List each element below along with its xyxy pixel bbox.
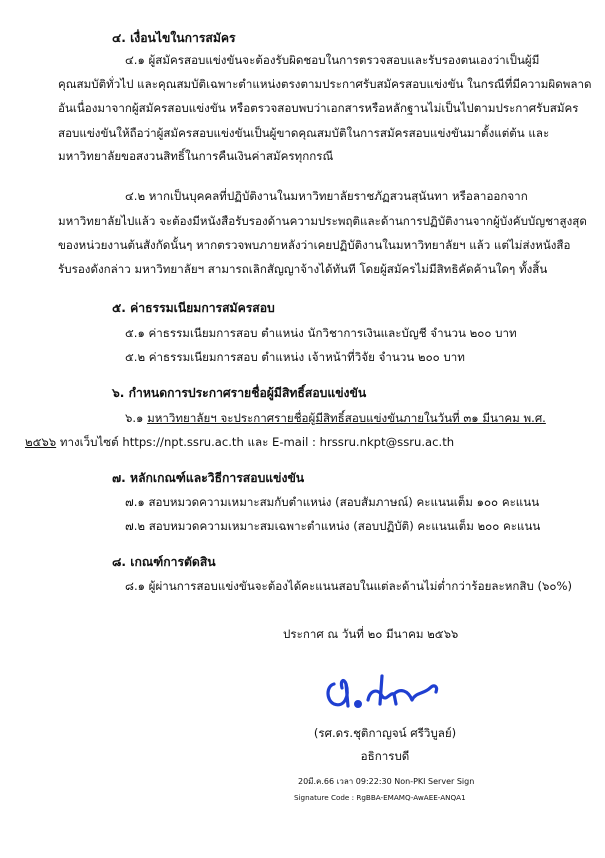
signer-position: อธิการบดี [360, 749, 410, 763]
section-4-heading: ๔. เงื่อนไขในการสมัคร [112, 31, 236, 45]
announcement-date: ประกาศ ณ วันที่ ๒๐ มีนาคม ๒๕๖๖ [283, 627, 459, 641]
signer-name: (รศ.ดร.ชุติกาญจน์ ศรีวิบูลย์) [313, 726, 457, 740]
announcement-date-text: มหาวิทยาลัยฯ จะประกาศรายชื่อผู้มีสิทธิ์สอบแข่งขันภายในวันที่ ๓๑ มีนาคม พ.ศ. [147, 411, 546, 425]
para-4-1-line: สอบแข่งขันให้ถือว่าผู้สมัครสอบแข่งขันเป็นผู้ขาดคุณสมบัติในการสมัครสอบแข่งขันมาตั้งแต่ต้น และ [58, 126, 550, 140]
announcement-date-line [125, 410, 546, 426]
handwritten-signature [320, 670, 450, 716]
fee-item: ๕.๒ ค่าธรรมเนียมการสอบ ตำแหน่ง เจ้าหน้าที่วิจัย จำนวน ๒๐๐ บาท [125, 350, 465, 364]
para-4-1-line: อันเนื่องมาจากผู้สมัครสอบแข่งขัน หรือตรวจสอบพบว่าเอกสารหรือหลักฐานไม่เป็นไปตามประกาศรับสมัคร [58, 101, 579, 115]
e-sign-timestamp: 20มี.ค.66 เวลา 09:22:30 Non-PKI Server Sign [298, 777, 475, 786]
announcement-channels-line [25, 434, 454, 450]
announcement-year: ๒๕๖๖ [25, 435, 57, 449]
para-4-1-line: ๔.๑ ผู้สมัครสอบแข่งขันจะต้องรับผิดชอบในการตรวจสอบและรับรองตนเองว่าเป็นผู้มี [125, 53, 540, 67]
item-number: ๖.๑ [125, 411, 148, 425]
para-4-2-line: ๔.๒ หากเป็นบุคคลที่ปฏิบัติงานในมหาวิทยาลัยราชภัฏสวนสุนันทา หรือลาออกจาก [125, 189, 528, 203]
section-5-heading: ๕. ค่าธรรมเนียมการสมัครสอบ [112, 301, 275, 315]
exam-criteria-item: ๗.๑ สอบหมวดความเหมาะสมกับตำแหน่ง (สอบสัมภาษณ์) คะแนนเต็ม ๑๐๐ คะแนน [125, 495, 540, 509]
exam-criteria-item: ๗.๒ สอบหมวดความเหมาะสมเฉพาะตำแหน่ง (สอบปฏิบัติ) คะแนนเต็ม ๒๐๐ คะแนน [125, 519, 541, 533]
announcement-channels: ทางเว็บไซต์ https://npt.ssru.ac.th และ E-mail : hrssru.nkpt@ssru.ac.th [56, 435, 455, 449]
section-7-heading: ๗. หลักเกณฑ์และวิธีการสอบแข่งขัน [112, 471, 305, 485]
para-4-2-line: ของหน่วยงานต้นสังกัดนั้นๆ หากตรวจพบภายหลังว่าเคยปฏิบัติงานในมหาวิทยาลัยฯ แล้ว แต่ไม่ส่งหนังสือ [58, 238, 571, 252]
para-4-2-line: รับรองดังกล่าว มหาวิทยาลัยฯ สามารถเลิกสัญญาจ้างได้ทันที โดยผู้สมัครไม่มีสิทธิคัดค้านใดๆ ทั้งสิ้น [58, 262, 548, 276]
judging-criteria-item: ๘.๑ ผู้ผ่านการสอบแข่งขันจะต้องได้คะแนนสอบในแต่ละด้านไม่ต่ำกว่าร้อยละหกสิบ (๖๐%) [125, 579, 573, 593]
e-sign-code: Signature Code : RgBBA-EMAMQ-AwAEE-ANQA1 [294, 793, 466, 802]
para-4-2-line: มหาวิทยาลัยไปแล้ว จะต้องมีหนังสือรับรองด้านความประพฤติและด้านการปฏิบัติงานจากผู้บังคับบัญชาสูงสุด [58, 214, 587, 228]
section-6-heading: ๖. กำหนดการประกาศรายชื่อผู้มีสิทธิ์สอบแข่งขัน [112, 386, 367, 400]
para-4-1-line: มหาวิทยาลัยขอสงวนสิทธิ์ในการคืนเงินค่าสมัครทุกกรณี [58, 149, 334, 163]
para-4-1-line: คุณสมบัติทั่วไป และคุณสมบัติเฉพาะตำแหน่งตรงตามประกาศรับสมัครสอบแข่งขัน ในกรณีที่มีความผิดพลาด [58, 77, 592, 91]
fee-item: ๕.๑ ค่าธรรมเนียมการสอบ ตำแหน่ง นักวิชาการเงินและบัญชี จำนวน ๒๐๐ บาท [125, 326, 517, 340]
section-8-heading: ๘. เกณฑ์การตัดสิน [112, 555, 216, 569]
